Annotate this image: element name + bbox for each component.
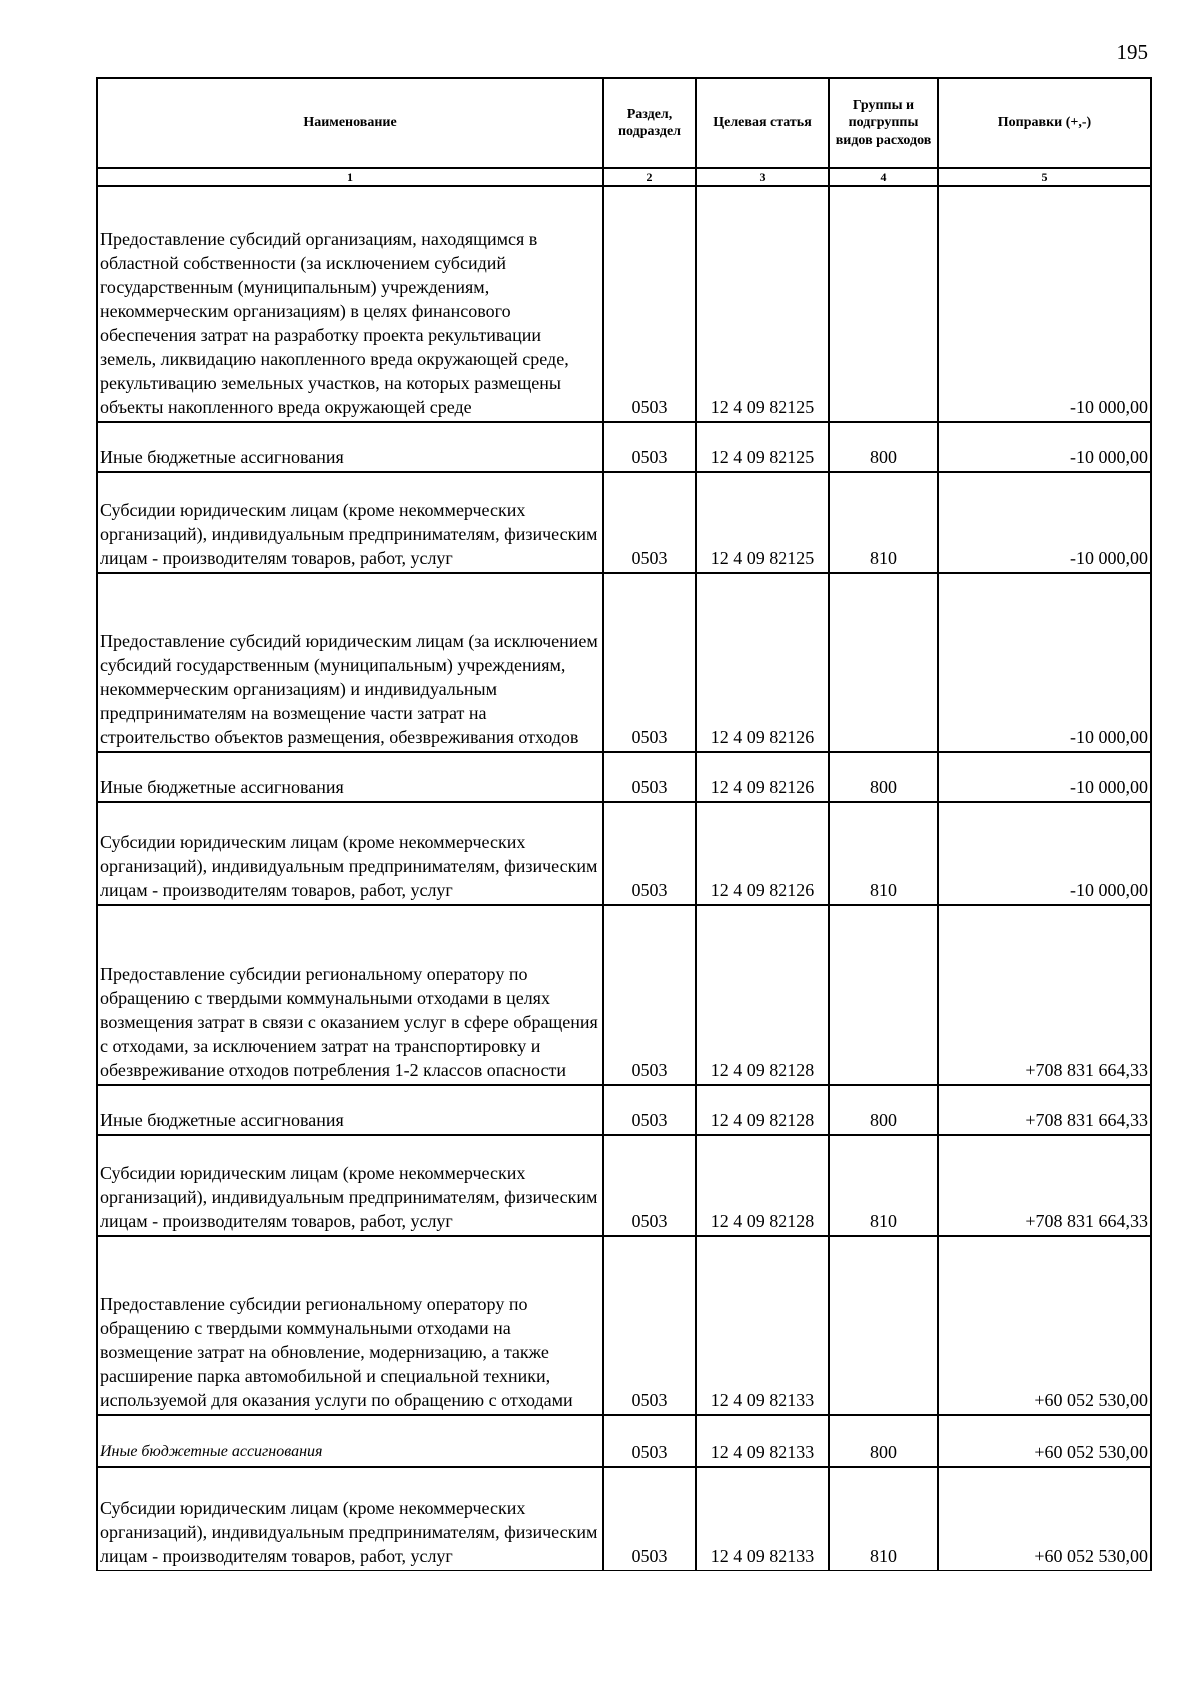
row-amount: +60 052 530,00 [938,1467,1151,1570]
row-name: Иные бюджетные ассигнования [97,1085,603,1135]
row-group: 800 [829,752,938,802]
row-group: 800 [829,1085,938,1135]
row-name: Субсидии юридическим лицам (кроме некоммерческих организаций), индивидуальным предпринимателям, физическим лицам - производителям товаров, работ, услуг [97,1135,603,1236]
row-name: Субсидии юридическим лицам (кроме некоммерческих организаций), индивидуальным предпринимателям, физическим лицам - производителям товаров, работ, услуг [97,1467,603,1570]
row-section: 0503 [603,1415,696,1467]
table-row [97,1085,1151,1135]
row-group: 810 [829,1135,938,1236]
column-numbers-row [97,168,1151,186]
row-group: 810 [829,802,938,905]
row-name: Предоставление субсидий юридическим лицам (за исключением субсидий государственным (муниципальным) учреждениям, некоммерческим организациям) и индивидуальным предпринимателям на возмещение части затрат на строительство объектов размещения, обезвреживания отходов [97,573,603,752]
row-section: 0503 [603,802,696,905]
row-amount: +708 831 664,33 [938,1085,1151,1135]
row-group: 800 [829,422,938,472]
row-group: 810 [829,472,938,573]
column-number: 2 [603,168,696,186]
row-target: 12 4 09 82125 [696,472,829,573]
row-amount: -10 000,00 [938,752,1151,802]
row-group [829,186,938,422]
row-group: 810 [829,1467,938,1570]
table-row [97,422,1151,472]
row-amount: +708 831 664,33 [938,1135,1151,1236]
row-target: 12 4 09 82133 [696,1467,829,1570]
row-name: Иные бюджетные ассигнования [97,1415,603,1467]
row-section: 0503 [603,752,696,802]
row-amount: -10 000,00 [938,422,1151,472]
row-target: 12 4 09 82133 [696,1236,829,1415]
row-amount: -10 000,00 [938,186,1151,422]
row-name: Иные бюджетные ассигнования [97,422,603,472]
header-section: Раздел, подраздел [603,78,696,168]
row-group [829,573,938,752]
page-number: 195 [1116,40,1148,64]
column-number: 3 [696,168,829,186]
row-section: 0503 [603,1085,696,1135]
row-section: 0503 [603,573,696,752]
table-row [97,573,1151,752]
table-row [97,802,1151,905]
row-target: 12 4 09 82125 [696,422,829,472]
row-target: 12 4 09 82128 [696,1085,829,1135]
table-row [97,1236,1151,1415]
table-row [97,905,1151,1085]
table-row [97,752,1151,802]
row-amount: -10 000,00 [938,472,1151,573]
row-target: 12 4 09 82126 [696,573,829,752]
row-target: 12 4 09 82128 [696,905,829,1085]
row-name: Предоставление субсидии региональному оператору по обращению с твердыми коммунальными отходами в целях возмещения затрат в связи с оказанием услуг в сфере обращения с отходами, за исключением затрат на транспортировку и обезвреживание отходов потребления 1-2 классов опасности [97,905,603,1085]
row-section: 0503 [603,1135,696,1236]
row-target: 12 4 09 82128 [696,1135,829,1236]
row-section: 0503 [603,1236,696,1415]
row-section: 0503 [603,1467,696,1570]
header-row [97,78,1151,168]
row-amount: -10 000,00 [938,573,1151,752]
header-target: Целевая статья [696,78,829,168]
row-name: Предоставление субсидий организациям, находящимся в областной собственности (за исключением субсидий государственным (муниципальным) учреждениям, некоммерческим организациям) в целях финансового обеспечения затрат на разработку проекта рекультивации земель, ликвидацию накопленного вреда окружающей среде, рекультивацию земельных участков, на которых размещены объекты накопленного вреда окружающей среде [97,186,603,422]
row-amount: -10 000,00 [938,802,1151,905]
header-name: Наименование [97,78,603,168]
column-number: 5 [938,168,1151,186]
row-target: 12 4 09 82126 [696,802,829,905]
row-section: 0503 [603,186,696,422]
row-name: Предоставление субсидии региональному оператору по обращению с твердыми коммунальными отходами на возмещение затрат на обновление, модернизацию, а также расширение парка автомобильной и специальной техники, используемой для оказания услуги по обращению с отходами [97,1236,603,1415]
row-target: 12 4 09 82133 [696,1415,829,1467]
row-group [829,1236,938,1415]
table-row [97,472,1151,573]
row-name: Субсидии юридическим лицам (кроме некоммерческих организаций), индивидуальным предпринимателям, физическим лицам - производителям товаров, работ, услуг [97,472,603,573]
table-row [97,1415,1151,1467]
row-name: Иные бюджетные ассигнования [97,752,603,802]
table-row [97,1135,1151,1236]
row-amount: +708 831 664,33 [938,905,1151,1085]
budget-table [96,77,1152,1571]
row-amount: +60 052 530,00 [938,1236,1151,1415]
table-row [97,186,1151,422]
row-group [829,905,938,1085]
row-target: 12 4 09 82126 [696,752,829,802]
header-amendments: Поправки (+,-) [938,78,1151,168]
row-group: 800 [829,1415,938,1467]
row-amount: +60 052 530,00 [938,1415,1151,1467]
row-section: 0503 [603,422,696,472]
column-number: 4 [829,168,938,186]
row-section: 0503 [603,905,696,1085]
header-groups: Группы и подгруппы видов расходов [829,78,938,168]
table-row [97,1467,1151,1570]
row-target: 12 4 09 82125 [696,186,829,422]
row-name: Субсидии юридическим лицам (кроме некоммерческих организаций), индивидуальным предпринимателям, физическим лицам - производителям товаров, работ, услуг [97,802,603,905]
column-number: 1 [97,168,603,186]
row-section: 0503 [603,472,696,573]
